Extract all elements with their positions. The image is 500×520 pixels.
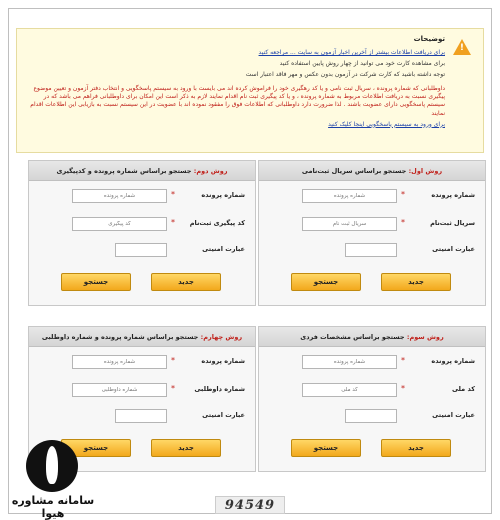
panel-title: جستجو براساس شماره پرونده و کدپیگیری xyxy=(56,167,192,175)
watermark-logo xyxy=(10,440,95,520)
notice-warning: داوطلبانی که شماره پرونده ، سریال ثبت نامی و یا کد رهگیری خود را فراموش کرده اند می بایست با ورود به سیستم پاسخگویی و انتخاب دفتر آزمون و تعیین موضوع پیگیری نسبت به دریافت اطلاعات مربوط به شماره پرونده ، و یا کد پیگیری ثبت نام اقدام نمایند لازم به ذکر است این امکان برای داوطلبانی فراهم می باشد که در سیستم پاسخگویی دارای عضویت باشند . لذا ضرورت دارد داوطلبانی که اطلاعات فوق را مفقود نموده اند با عضویت در این سیستم نسبت به بازیابی این اطلاعات اقدام نمایند xyxy=(30,85,445,117)
search-button[interactable]: جستجو xyxy=(61,273,131,291)
pen-nib-icon xyxy=(46,446,58,484)
form-row xyxy=(35,409,245,423)
search-button[interactable]: جستجو xyxy=(61,439,131,457)
file-number-label: شماره پرونده xyxy=(431,357,475,365)
serial-label: سریال ثبت‌نام xyxy=(430,219,475,227)
panel-header xyxy=(29,327,255,347)
logo-text: سامانه مشاوره هیوا xyxy=(11,494,95,520)
file-number-label: شماره پرونده xyxy=(201,357,245,365)
tracking-code-input[interactable] xyxy=(72,217,167,231)
panel-header xyxy=(259,327,485,347)
form-row xyxy=(35,243,245,257)
notice-line: برای مشاهده کارت خود می توانید از چهار روش پایین استفاده کنید xyxy=(279,60,445,68)
search-button[interactable]: جستجو xyxy=(291,439,361,457)
candidate-number-input[interactable] xyxy=(72,383,167,397)
panel-header xyxy=(259,161,485,181)
security-phrase-label: عبارت امنیتی xyxy=(202,245,245,253)
search-button[interactable]: جستجو xyxy=(291,273,361,291)
support-system-link[interactable]: برای ورود به سیستم پاسخگویی اینجا کلیک کنید xyxy=(328,120,445,128)
search-panel-tracking xyxy=(28,160,256,306)
form-row xyxy=(265,189,475,203)
notice-box xyxy=(16,28,484,153)
form-row xyxy=(35,383,245,397)
new-button[interactable]: جدید xyxy=(381,439,451,457)
panel-method: روش دوم: xyxy=(193,167,228,175)
panel-method: روش سوم: xyxy=(406,333,444,341)
file-number-label: شماره پرونده xyxy=(201,191,245,199)
form-row xyxy=(35,217,245,231)
serial-input[interactable] xyxy=(302,217,397,231)
captcha-image: 94549 xyxy=(215,496,285,514)
security-phrase-input[interactable] xyxy=(115,243,167,257)
national-code-input[interactable] xyxy=(302,383,397,397)
required-mark: * xyxy=(171,356,175,365)
panel-title: جستجو براساس مشخصات فردی xyxy=(300,333,405,341)
search-panel-serial xyxy=(258,160,486,306)
file-number-input[interactable] xyxy=(302,189,397,203)
form-row xyxy=(265,409,475,423)
required-mark: * xyxy=(171,384,175,393)
tracking-code-label: کد پیگیری ثبت‌نام xyxy=(189,219,245,227)
notice-link-line[interactable]: برای دریافت اطلاعات بیشتر از آخرین اخبار آزمون به سایت ... مراجعه کنید xyxy=(258,49,445,56)
panel-method: روش چهارم: xyxy=(200,333,243,341)
form-row xyxy=(265,383,475,397)
national-code-label: کد ملی xyxy=(451,385,475,393)
required-mark: * xyxy=(401,356,405,365)
required-mark: * xyxy=(171,190,175,199)
file-number-label: شماره پرونده xyxy=(431,191,475,199)
panel-title: جستجو براساس شماره پرونده و شماره داوطلبی xyxy=(41,333,199,341)
new-button[interactable]: جدید xyxy=(151,273,221,291)
panel-title: جستجو براساس سریال ثبت‌نامی xyxy=(301,167,407,175)
notice-line: توجه داشته باشید که کارت شرکت در آزمون بدون عکس و مهر فاقد اعتبار است xyxy=(245,71,445,79)
search-panel-personal xyxy=(258,326,486,472)
required-mark: * xyxy=(171,218,175,227)
form-row xyxy=(265,217,475,231)
form-row xyxy=(265,355,475,369)
form-row xyxy=(35,189,245,203)
required-mark: * xyxy=(401,190,405,199)
required-mark: * xyxy=(401,218,405,227)
new-button[interactable]: جدید xyxy=(151,439,221,457)
panel-header xyxy=(29,161,255,181)
file-number-input[interactable] xyxy=(72,189,167,203)
warning-icon-mark: ! xyxy=(459,43,464,53)
security-phrase-input[interactable] xyxy=(345,243,397,257)
new-button[interactable]: جدید xyxy=(381,273,451,291)
panel-method: روش اول: xyxy=(408,167,443,175)
security-phrase-input[interactable] xyxy=(115,409,167,423)
security-phrase-label: عبارت امنیتی xyxy=(202,411,245,419)
required-mark: * xyxy=(401,384,405,393)
security-phrase-label: عبارت امنیتی xyxy=(432,245,475,253)
notice-title: توضیحات xyxy=(413,35,445,43)
security-phrase-input[interactable] xyxy=(345,409,397,423)
form-row xyxy=(265,243,475,257)
file-number-input[interactable] xyxy=(302,355,397,369)
security-phrase-label: عبارت امنیتی xyxy=(432,411,475,419)
file-number-input[interactable] xyxy=(72,355,167,369)
candidate-number-label: شماره داوطلبی xyxy=(194,385,245,393)
form-row xyxy=(35,355,245,369)
